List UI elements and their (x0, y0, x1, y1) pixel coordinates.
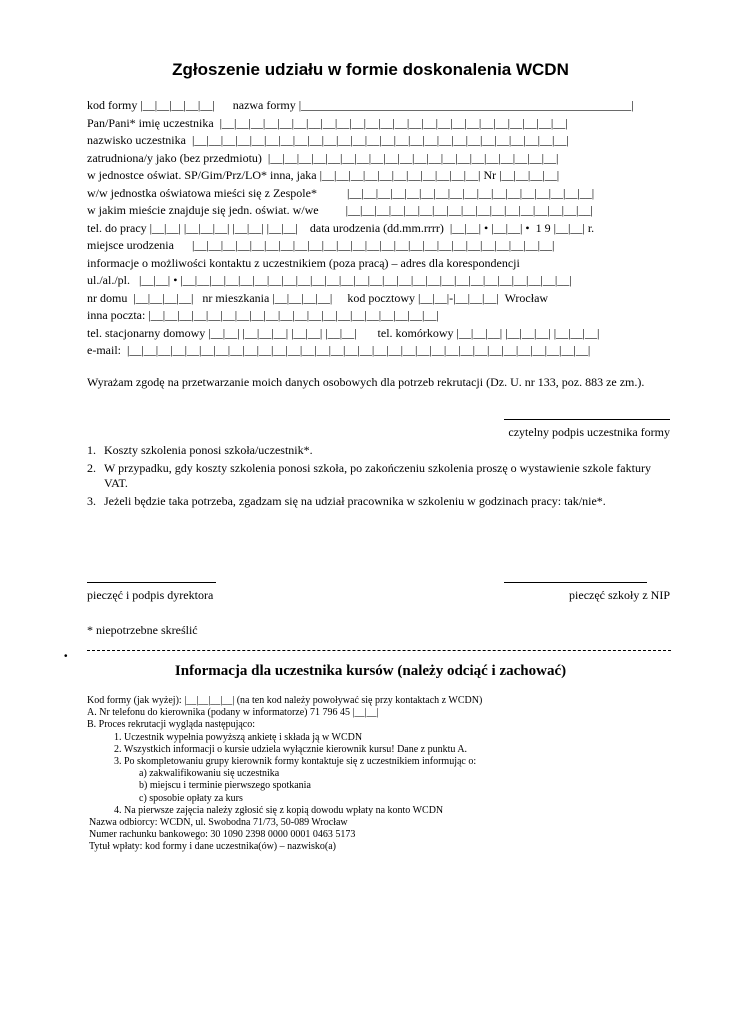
director-signature-caption: pieczęć i podpis dyrektora (87, 588, 214, 602)
list-item (87, 443, 677, 458)
declarations-list (87, 443, 677, 512)
info-line: A. Nr telefonu do kierownika (podany w informatorze) 71 796 45 |__|__| (87, 707, 379, 719)
cut-line (87, 650, 671, 651)
list-item (87, 494, 677, 509)
info-line: Kod formy (jak wyżej): |__|__|__|__| (na ten kod należy powoływać się przy kontaktach z WCDN) (87, 695, 483, 706)
list-item (87, 461, 677, 491)
field-other-post[interactable]: inna poczta: |__|__|__|__|__|__|__|__|__|__|__|__|__|__|__|__|__|__|__|__| (87, 308, 439, 322)
director-signature-line[interactable] (87, 582, 216, 583)
cut-marker-dot: • (64, 651, 68, 662)
field-house-postal[interactable]: nr domu |__|__|__|__| nr mieszkania |__|__|__|__| kod pocztowy |__|__|-|__|__|__| Wrocław (87, 290, 549, 305)
field-street[interactable]: ul./al./pl. |__|__| • |__|__|__|__|__|__|__|__|__|__|__|__|__|__|__|__|__|__|__|__|__|__|__|__|__|__|__| (87, 273, 572, 287)
info-line: Nazwa odbiorcy: WCDN, ul. Swobodna 71/73, 50-089 Wrocław (89, 817, 348, 829)
info-line: 4. Na pierwsze zajęcia należy zgłosić się z kopią dowodu wpłaty na konto WCDN (114, 804, 444, 816)
form-fields (87, 97, 687, 360)
info-section (87, 695, 687, 854)
info-line: c) sposobie opłaty za kurs (139, 792, 243, 804)
school-stamp-line[interactable] (504, 582, 647, 583)
form-title: Zgłoszenie udziału w formie doskonalenia WCDN (172, 60, 569, 79)
field-first-name[interactable]: Pan/Pani* imię uczestnika |__|__|__|__|__|__|__|__|__|__|__|__|__|__|__|__|__|__|__|__|__|__|__|__| (87, 115, 568, 130)
list-item-text: Koszty szkolenia ponosi szkoła/uczestnik*. (104, 443, 313, 457)
field-last-name[interactable]: nazwisko uczestnika |__|__|__|__|__|__|__|__|__|__|__|__|__|__|__|__|__|__|__|__|__|__|__|__|__|__| (87, 133, 569, 147)
field-school-city[interactable]: w jakim mieście znajduje się jedn. oświat. w/we |__|__|__|__|__|__|__|__|__|__|__|__|__|__|__|__|__| (87, 203, 593, 217)
list-item-number: 1. (87, 443, 96, 457)
participant-signature-caption: czytelny podpis uczestnika formy (508, 425, 670, 439)
participant-signature-line[interactable] (504, 419, 670, 420)
list-item-number: 2. (87, 461, 96, 475)
list-item-text: Jeżeli będzie taka potrzeba, zgadzam się na udział pracownika w szkoleniu w godzinach pracy: tak/nie*. (104, 494, 606, 508)
info-line: 1. Uczestnik wypełnia powyższą ankietę i składa ją w WCDN (114, 731, 363, 743)
footnote: * niepotrzebne skreślić (87, 623, 198, 637)
info-line: Numer rachunku bankowego: 30 1090 2398 0000 0001 0463 5173 (89, 829, 356, 841)
field-email[interactable]: e-mail: |__|__|__|__|__|__|__|__|__|__|__|__|__|__|__|__|__|__|__|__|__|__|__|__|__|__|__|__|__|__|__|__| (87, 343, 591, 357)
info-line: Tytuł wpłaty: kod formy i dane uczestnika(ów) – nazwisko(a) (89, 841, 337, 853)
list-item-number: 3. (87, 494, 96, 508)
consent-statement: Wyrażam zgodę na przetwarzanie moich danych osobowych dla potrzeb rekrutacji (Dz. U. nr 133, poz. 883 ze zm.). (87, 375, 645, 389)
info-line: a) zakwalifikowaniu się uczestnika (139, 768, 280, 780)
field-position[interactable]: zatrudniona/y jako (bez przedmiotu) |__|__|__|__|__|__|__|__|__|__|__|__|__|__|__|__|__|__|__|__| (87, 150, 559, 165)
field-birthplace[interactable]: miejsce urodzenia |__|__|__|__|__|__|__|__|__|__|__|__|__|__|__|__|__|__|__|__|__|__|__|__|__| (87, 238, 555, 252)
field-work-phone-birthdate[interactable]: tel. do pracy |__|__| |__|__|__| |__|__| |__|__| data urodzenia (dd.mm.rrrr) |__|__| • |__|__| • 1 9 |__|__| r. (87, 220, 595, 235)
field-phones[interactable]: tel. stacjonarny domowy |__|__| |__|__|__| |__|__| |__|__| tel. komórkowy |__|__|__| |__|__|__| |__|__|__| (87, 325, 600, 340)
info-line: 3. Po skompletowaniu grupy kierownik formy kontaktuje się z uczestnikiem informując o: (114, 756, 477, 768)
contact-info-heading: informacje o możliwości kontaktu z uczestnikiem (poza pracą) – adres dla korespondencji (87, 255, 520, 270)
info-line: 2. Wszystkich informacji o kursie udziela wyłącznie kierownik kursu! Dane z punktu A. (114, 743, 468, 755)
list-item-text: W przypadku, gdy koszty szkolenia ponosi szkoła, po zakończeniu szkolenia proszę o wystawienie szkole faktury VAT. (104, 461, 651, 490)
field-course-code-name[interactable]: kod formy |__|__|__|__|__| nazwa formy |_______________________________________________________| (87, 98, 634, 112)
info-line: B. Proces rekrutacji wygląda następująco: (87, 719, 255, 731)
field-school-complex[interactable]: w/w jednostka oświatowa mieści się z Zespole* |__|__|__|__|__|__|__|__|__|__|__|__|__|__|__|__|__| (87, 185, 595, 200)
info-section-title: Informacja dla uczestnika kursów (należy odciąć i zachować) (174, 663, 567, 679)
school-stamp-caption: pieczęć szkoły z NIP (569, 588, 670, 602)
field-school-unit[interactable]: w jednostce oświat. SP/Gim/Prz/LO* inna, jaka |__|__|__|__|__|__|__|__|__|__|__| Nr |__|__|__|__| (87, 168, 560, 182)
info-line: b) miejscu i terminie pierwszego spotkania (139, 780, 311, 792)
